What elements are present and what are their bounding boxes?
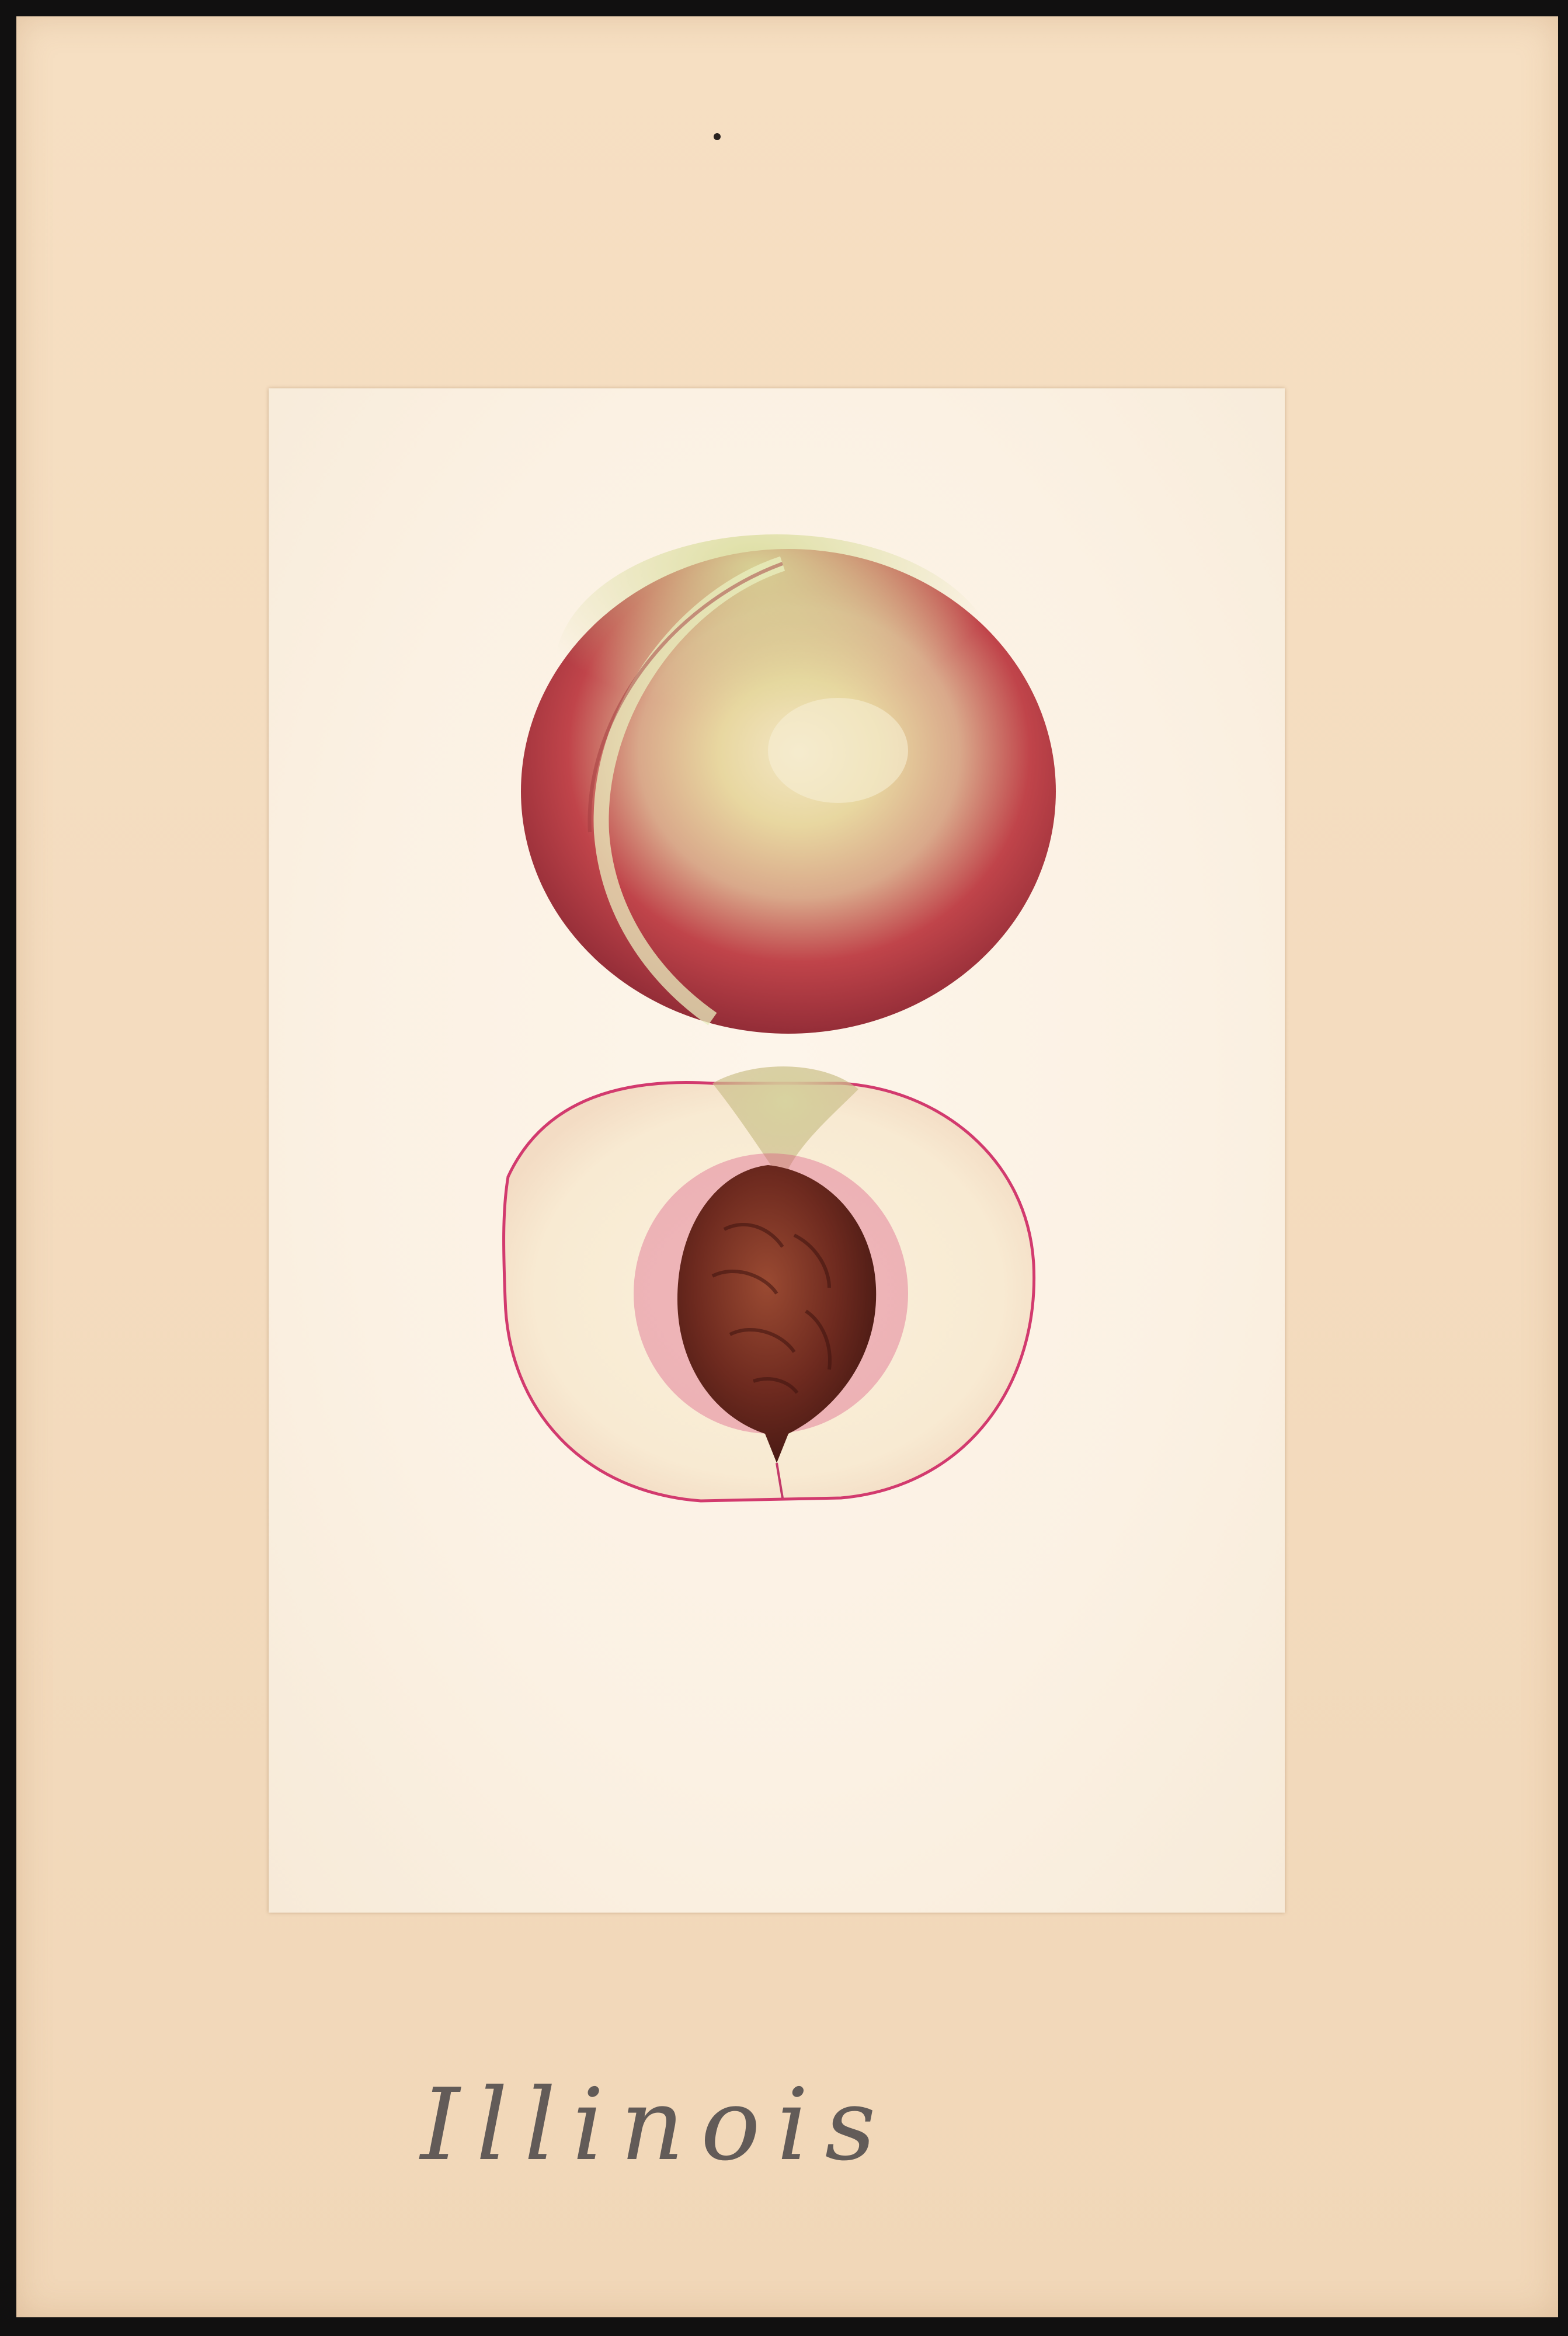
pin-hole [714,133,721,140]
peach-illustration [269,388,1285,1913]
watercolor-paper [269,388,1285,1913]
whole-peach [521,534,1056,1034]
halved-peach [504,1066,1034,1501]
handwritten-caption: Illinois [420,2067,892,2183]
